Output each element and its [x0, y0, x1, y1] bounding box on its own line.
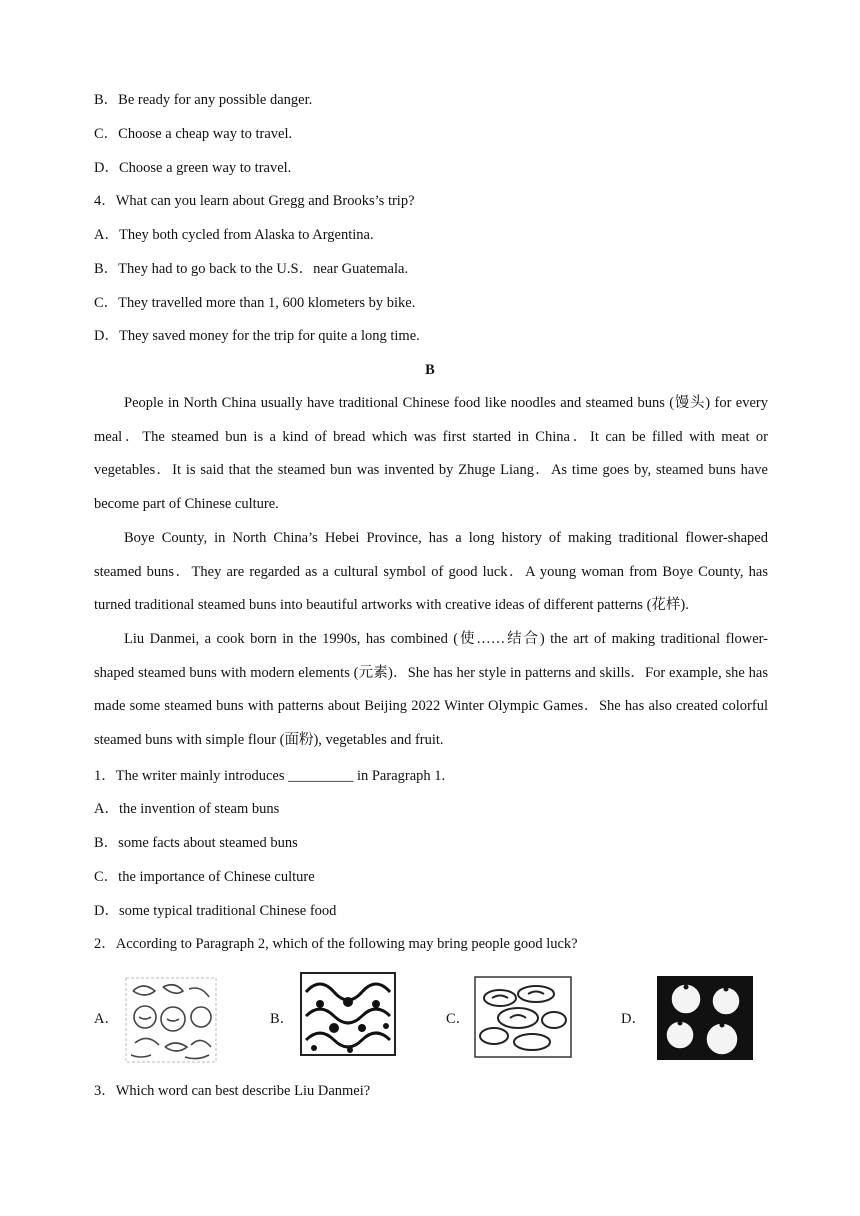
option-b-prev: B．Be ready for any possible danger.: [94, 92, 313, 108]
passage: [94, 387, 768, 758]
paragraph-1: People in North China usually have traditional Chinese food like noodles and steamed buns (馒头) for every meal．The steamed bun is a kind of bread which was first started in China．It can be filled with meat or vegetables．It is said that the steamed bun was invented by Zhuge Liang．As time goes by, steamed buns have become part of Chinese culture.: [94, 395, 768, 513]
q1-option-b: B．some facts about steamed buns: [94, 835, 298, 851]
q2-option-a-label: A．: [94, 1011, 119, 1027]
q1-option-d: D．some typical traditional Chinese food: [94, 903, 337, 919]
q4-option-c: C．They travelled more than 1, 600 klometers by bike.: [94, 295, 416, 311]
q1-option-a: A．the invention of steam buns: [94, 801, 280, 817]
option-d-prev: D．Choose a green way to travel.: [94, 160, 292, 176]
steamed-bun-pattern-d-image: [656, 975, 754, 1061]
steamed-bun-pattern-b-image: [300, 972, 396, 1056]
question-1: 1．The writer mainly introduces _________ in Paragraph 1.: [94, 768, 446, 784]
q4-option-a: A．They both cycled from Alaska to Argentina.: [94, 227, 374, 243]
q4-option-d: D．They saved money for the trip for quite a long time.: [94, 328, 420, 344]
option-c-prev: C．Choose a cheap way to travel.: [94, 126, 293, 142]
steamed-bun-pattern-c-image: [474, 976, 572, 1058]
question-3: 3．Which word can best describe Liu Danmei?: [94, 1083, 371, 1099]
paragraph-2: Boye County, in North China’s Hebei Province, has a long history of making traditional flower-shaped steamed buns．They are regarded as a cultural symbol of good luck．A young woman from Boye County, has turned traditional steamed buns into beautiful artworks with creative ideas of different patterns (花样).: [94, 529, 768, 614]
question-2: 2．According to Paragraph 2, which of the following may bring people good luck?: [94, 936, 578, 952]
q2-option-d-label: D．: [621, 1011, 646, 1027]
steamed-bun-pattern-a-image: [125, 977, 217, 1063]
q2-option-c-label: C．: [446, 1011, 471, 1027]
q2-option-b-label: B．: [270, 1011, 295, 1027]
q4-option-b: B．They had to go back to the U.S．near Guatemala.: [94, 261, 409, 277]
section-heading: B: [425, 362, 435, 378]
question-4: 4．What can you learn about Gregg and Brooks’s trip?: [94, 193, 415, 209]
q1-option-c: C．the importance of Chinese culture: [94, 869, 315, 885]
paragraph-3: Liu Danmei, a cook born in the 1990s, has combined (使……结合) the art of making traditional flower-shaped steamed buns with modern elements (元素)．She has her style in patterns and skills．For example, she has made some steamed buns with patterns about Beijing 2022 Winter Olympic Games．She has also created colorful steamed buns with simple flour (面粉), vegetables and fruit.: [94, 630, 768, 749]
